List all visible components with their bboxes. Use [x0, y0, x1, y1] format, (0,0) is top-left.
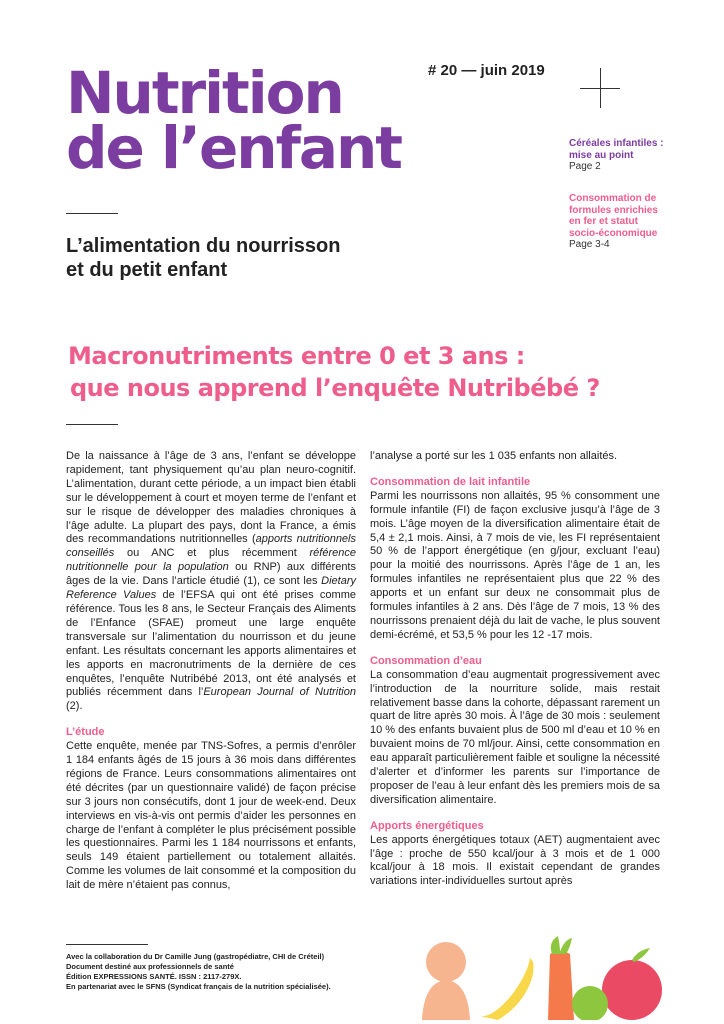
- intro-text: (2).: [66, 700, 83, 713]
- intro-text: de l’EFSA qui ont été prises comme référence. Tous les 8 ans, le Secteur Français des Aliments de l’Enfance (SFAE) promeut une large enquête transversale sur l’alimentation du nourrisson et du jeune enfant. Les résultats concernant les apports alimentaires et les apports en macronutriments de la dernière de ces enquêtes, l’enquête Nutribébé 2013, ont été analysés et publiés récemment dans l’: [66, 589, 356, 699]
- article-column-2: [370, 450, 660, 889]
- intro-italic: European Journal of Nutrition: [203, 686, 356, 699]
- headline-line-2: que nous apprend l’enquête Nutribébé ?: [70, 374, 600, 402]
- toc-title-line: en fer et statut: [569, 216, 638, 227]
- footer-line: Document destiné aux professionnels de santé: [66, 962, 234, 971]
- continuation-paragraph: l’analyse a porté sur les 1 035 enfants non allaités.: [370, 450, 618, 462]
- baby-head-icon: [422, 942, 470, 1020]
- issue-number: # 20 — juin 2019: [428, 62, 545, 79]
- newsletter-title: [66, 59, 426, 182]
- intro-text: ou RNP) aux différents âges de la vie. Dans l’article étudié (1), ce sont les: [66, 561, 356, 588]
- section-heading-energie: Apports énergétiques: [370, 819, 484, 832]
- energie-paragraph: Les apports énergétiques totaux (AET) augmentaient avec l’âge : proche de 550 kcal/jour à 3 mois et de 1 000 kcal/jour à 18 mois. Il existait cependant de grandes variations inter-individuelles surtout après: [370, 833, 660, 888]
- headline-line-1: Macronutriments entre 0 et 3 ans :: [68, 342, 525, 370]
- intro-paragraph: [66, 450, 356, 714]
- intro-text: De la naissance à l’âge de 3 ans, l’enfant se développe rapidement, tant physiquement qu’au plan neuro-cognitif. L’alimentation, durant cette période, a un impact bien établi sur le développement à court et moyen terme de l’enfant et sur le risque de développer des maladies chroniques à l’âge adulte. La plupart des pays, dont la France, a émis des recommandations nutritionnelles (: [66, 450, 356, 546]
- food-illustration: [402, 920, 702, 1020]
- section-heading-etude: L’étude: [66, 726, 105, 739]
- apple-icon: [602, 948, 662, 1020]
- footer-line: En partenariat avec le SFNS (Syndicat français de la nutrition spécialisée).: [66, 982, 331, 991]
- intro-text: ou ANC et plus récemment: [114, 547, 310, 560]
- carrot-icon: [548, 936, 574, 1020]
- section-heading-lait: Consommation de lait infantile: [370, 475, 531, 488]
- footer-line: Édition EXPRESSIONS SANTÉ. ISSN : 2117-279X.: [66, 972, 242, 981]
- toc-item-cereales: [569, 138, 699, 173]
- toc-page: Page 2: [569, 161, 601, 172]
- toc-title-line: Consommation de: [569, 193, 657, 204]
- article-column-1: [66, 450, 356, 893]
- etude-paragraph: Cette enquête, menée par TNS-Sofres, a permis d’enrôler 1 184 enfants âgés de 15 jours à 36 mois dans différentes régions de France. Leurs consommations alimentaires ont été décrites (par un questionnaire validé) de façon précise sur 3 jours non consécutifs, dont 1 jour de week-end. Deux interviews en vis-à-vis ont permis d’aider les personnes en charge de l’enfant à compléter le plus précisément possible les questionnaires. Parmi les 1 184 nourrissons et enfants, seuls 149 étaient partiellement ou totalement allaités. Comme les volumes de lait consommé et la composition du lait de mère n’étaient pas connus,: [66, 740, 356, 892]
- intro-italic: référence nutritionnelle pour la population: [66, 547, 356, 574]
- footer-divider: [66, 944, 148, 945]
- newsletter-subtitle: [66, 234, 386, 282]
- title-line-1: Nutrition: [66, 59, 343, 127]
- article-headline: [68, 340, 708, 404]
- footer-credits: [66, 952, 366, 992]
- footer-line: Avec la collaboration du Dr Camille Jung (gastropédiatre, CHI de Créteil): [66, 952, 325, 961]
- toc-item-formules: [569, 193, 699, 251]
- toc-page: Page 3-4: [569, 239, 610, 250]
- crosshair-mark-icon: [580, 68, 620, 108]
- headline-divider: [66, 424, 118, 425]
- subtitle-line-2: et du petit enfant: [66, 259, 228, 281]
- banana-icon: [480, 958, 534, 1020]
- toc-title-line: socio-économique: [569, 227, 658, 239]
- toc-title-line: formules enrichies: [569, 204, 658, 216]
- toc-title-line: mise au point: [569, 149, 634, 161]
- toc-title-line: Céréales infantiles :: [569, 138, 664, 149]
- section-heading-eau: Consommation d’eau: [370, 654, 482, 667]
- eau-paragraph: La consommation d’eau augmentait progressivement avec l’introduction de la nourriture solide, mais restait relativement basse dans la cohorte, dépassant rarement un quart de litre après 30 mois. À l’âge de 30 mois : seulement 10 % des enfants buvaient plus de 500 ml d’eau et 10 % en buvaient moins de 70 ml/jour. Ainsi, cette consommation en eau apparaît particulièrement faible et souligne la nécessité d’alerter et d’informer les parents sur l’importance de proposer de l’eau à leur enfant dès les premiers mois de sa diversification alimentaire.: [370, 668, 660, 806]
- lait-paragraph: Parmi les nourrissons non allaités, 95 % consomment une formule infantile (FI) de façon exclusive jusqu’à l’âge de 3 mois. L’âge moyen de la diversification alimentaire était de 5,4 ± 2,1 mois. Ainsi, à 7 mois de vie, les FI représentaient 50 % de l’apport énergétique (en g/jour, excluant l’eau) pour la moitié des nourrissons. Après l’âge de 1 an, les formules infantiles ne représentaient plus que 22 % des apports et un enfant sur deux ne consommait plus de formules infantiles à 2 ans. Dès l’âge de 7 mois, 13 % des nourrissons prenaient déjà du lait de vache, le plus souvent demi-écrémé, et 53,5 % pour les 12 -17 mois.: [370, 489, 660, 641]
- title-divider: [66, 213, 118, 214]
- intro-italic: Dietary Reference Values: [66, 575, 356, 602]
- title-line-2: de l’enfant: [66, 114, 401, 182]
- subtitle-line-1: L’alimentation du nourrisson: [66, 235, 341, 257]
- intro-italic: apports nutritionnels conseillés: [66, 533, 356, 560]
